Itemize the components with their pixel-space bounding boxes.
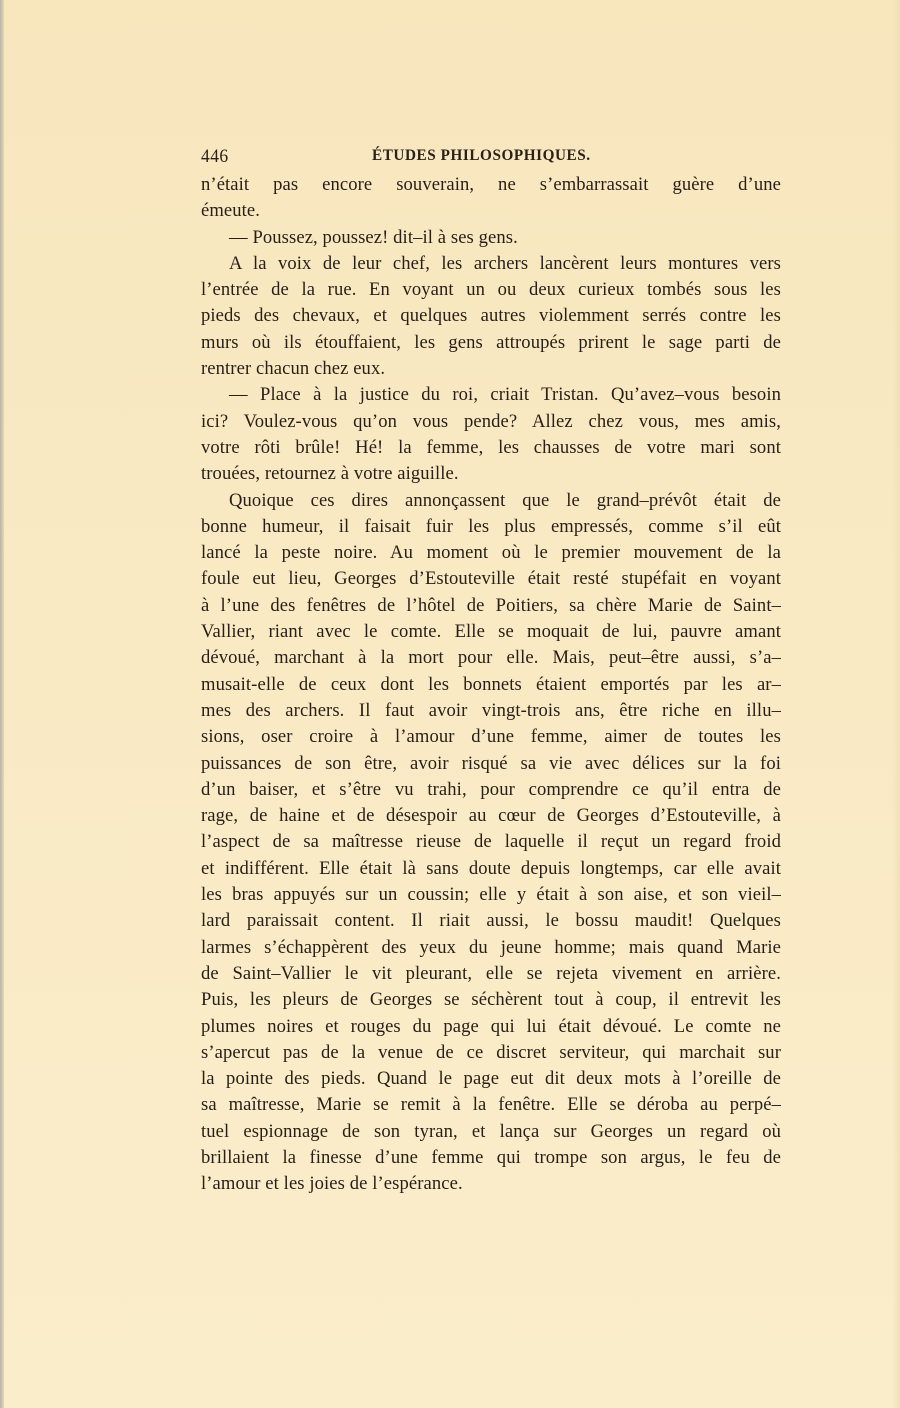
text-line: foule eut lieu, Georges d’Estouteville était resté stupéfait en voyant (201, 568, 781, 590)
text-line: à l’une des fenêtres de l’hôtel de Poitiers, sa chère Marie de Saint– (201, 594, 781, 616)
running-title: ÉTUDES PHILOSOPHIQUES. (372, 147, 591, 164)
text-line: de Saint–Vallier le vit pleurant, elle se rejeta vivement en arrière. (201, 962, 781, 984)
text-line: murs où ils étouffaient, les gens attroupés prirent le sage parti de (201, 331, 781, 353)
text-line: plumes noires et rouges du page qui lui était dévoué. Le comte ne (201, 1015, 781, 1037)
text-line: — Place à la justice du roi, criait Tristan. Qu’avez–vous besoin (229, 384, 781, 406)
text-line: Puis, les pleurs de Georges se séchèrent tout à coup, il entrevit les (201, 989, 781, 1011)
text-line: lard paraissait content. Il riait aussi, le bossu maudit! Quelques (201, 910, 781, 932)
text-line: rage, de haine et de désespoir au cœur de Georges d’Estouteville, à (201, 805, 781, 827)
text-line: rentrer chacun chez eux. (201, 358, 386, 380)
text-line: sa maîtresse, Marie se remit à la fenêtre. Elle se déroba au perpé– (201, 1094, 781, 1116)
text-line: l’entrée de la rue. En voyant un ou deux curieux tombés sous les (201, 279, 781, 301)
page-left-edge (0, 0, 4, 1408)
text-line: Vallier, riant avec le comte. Elle se moquait de lui, pauvre amant (201, 621, 781, 643)
text-line: brillaient la finesse d’une femme qui trompe son argus, le feu de (201, 1146, 781, 1168)
text-line: A la voix de leur chef, les archers lancèrent leurs montures vers (229, 252, 781, 274)
text-line: musait-elle de ceux dont les bonnets étaient emportés par les ar– (201, 673, 781, 695)
text-line: d’un baiser, et s’être vu trahi, pour comprendre ce qu’il entra de (201, 778, 781, 800)
text-line: larmes s’échappèrent des yeux du jeune homme; mais quand Marie (201, 936, 781, 958)
page-number: 446 (201, 146, 229, 167)
text-line: Quoique ces dires annonçassent que le grand–prévôt était de (229, 489, 781, 511)
page-right-edge (892, 0, 900, 1408)
text-line: votre rôti brûle! Hé! la femme, les chausses de votre mari sont (201, 436, 781, 458)
text-line: et indifférent. Elle était là sans doute depuis longtemps, car elle avait (201, 857, 781, 879)
text-line: s’apercut pas de la venue de ce discret serviteur, qui marchait sur (201, 1041, 781, 1063)
text-line: la pointe des pieds. Quand le page eut dit deux mots à l’oreille de (201, 1068, 781, 1090)
text-line: les bras appuyés sur un coussin; elle y était à son aise, et son vieil– (201, 884, 781, 906)
text-line: — Poussez, poussez! dit–il à ses gens. (229, 226, 518, 248)
text-line: trouées, retournez à votre aiguille. (201, 463, 459, 485)
text-line: puissances de son être, avoir risqué sa vie avec délices sur la foi (201, 752, 781, 774)
text-line: lancé la peste noire. Au moment où le premier mouvement de la (201, 542, 781, 564)
text-line: dévoué, marchant à la mort pour elle. Mais, peut–être aussi, s’a– (201, 647, 781, 669)
text-line: pieds des chevaux, et quelques autres violemment serrés contre les (201, 305, 781, 327)
text-line: l’amour et les joies de l’espérance. (201, 1173, 463, 1195)
text-line: bonne humeur, il faisait fuir les plus empressés, comme s’il eût (201, 515, 781, 537)
text-line: n’était pas encore souverain, ne s’embarrassait guère d’une (201, 174, 781, 195)
text-line: l’aspect de sa maîtresse rieuse de laquelle il reçut un regard froid (201, 831, 781, 853)
text-line: sions, oser croire à l’amour d’une femme, aimer de toutes les (201, 726, 781, 748)
text-line: émeute. (201, 200, 261, 222)
text-line: mes des archers. Il faut avoir vingt-trois ans, être riche en illu– (201, 699, 781, 721)
text-line: tuel espionnage de son tyran, et lança sur Georges un regard où (201, 1120, 781, 1142)
text-line: ici? Voulez-vous qu’on vous pende? Allez chez vous, mes amis, (201, 410, 781, 432)
running-head (201, 146, 609, 168)
body-text (201, 172, 781, 1198)
